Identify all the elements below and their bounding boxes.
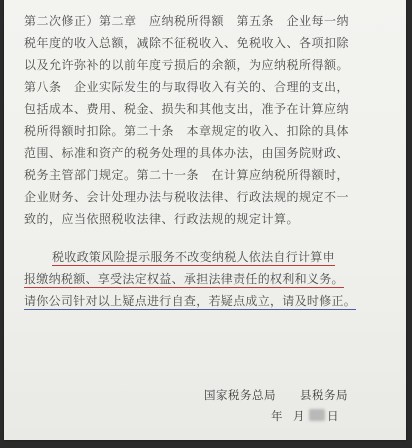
date-day: 日 [327,409,339,423]
risk-notice-text: 税收政策风险提示服务不改变纳税人依法自行计算申 [52,250,335,264]
risk-notice-line [52,248,335,265]
body-line: 第二次修正）第二章 应纳税所得额 第五条 企业每一纳 [24,14,350,28]
body-line: 第八条 企业实际发生的与取得收入有关的、合理的支出， [24,80,350,94]
redacted-day [309,409,325,421]
self-check-line [24,292,356,309]
date-year: 年 [271,409,283,423]
date-month: 月 [293,409,305,423]
risk-notice-line [24,270,344,287]
body-line: 税所得额时扣除。第二十条 本章规定的收入、扣除的具体 [24,124,350,138]
document-page [4,0,406,440]
body-line: 以及允许弥补的以前年度亏损后的余额，为应纳税所得额。 [24,58,350,72]
body-line: 企业财务、会计处理办法与税收法律、行政法规的规定不一 [24,190,350,204]
body-line: 税年度的收入总额，减除不征税收入、免税收入、各项扣除 [24,36,350,50]
body-line: 范围、标准和资产的税务处理的具体办法，由国务院财政、 [24,146,350,160]
body-line: 税务主管部门规定。第二十一条 在计算应纳税所得额时， [24,168,350,182]
self-check-text: 请你公司针对以上疑点进行自查，若疑点成立，请及时修正。 [24,294,357,308]
body-line: 致的，应当依照税收法律、行政法规的规定计算。 [24,212,300,226]
issuer-signature: 国家税务总局 县税务局 [204,388,348,402]
risk-notice-text: 报缴纳税额、享受法定权益、承担法律责任的权利和义务。 [24,272,344,286]
body-line: 包括成本、费用、税金、损失和其他支出，准予在计算应纳 [24,102,350,116]
